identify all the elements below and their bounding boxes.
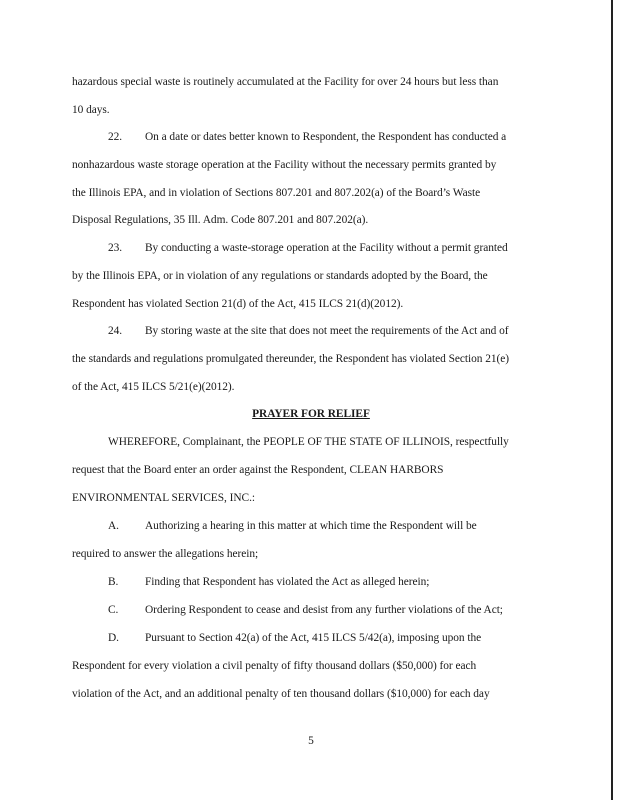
relief-item-line: required to answer the allegations herein; (72, 548, 259, 560)
wherefore-line: request that the Board enter an order against the Respondent, CLEAN HARBORS (72, 464, 444, 476)
paragraph-line: the standards and regulations promulgated thereunder, the Respondent has violated Section 21(e) (72, 353, 510, 365)
relief-item-line: Authorizing a hearing in this matter at which time the Respondent will be (145, 520, 477, 532)
relief-item-letter: C. (108, 604, 119, 616)
intro-line: hazardous special waste is routinely accumulated at the Facility for over 24 hours but less than (72, 76, 499, 88)
paragraph-line: Disposal Regulations, 35 Ill. Adm. Code 807.201 and 807.202(a). (72, 214, 369, 226)
paragraph-number: 24. (108, 325, 123, 337)
relief-item-letter: D. (108, 632, 119, 644)
prayer-for-relief-heading: PRAYER FOR RELIEF (252, 408, 370, 420)
paragraph-line: the Illinois EPA, and in violation of Sections 807.201 and 807.202(a) of the Board’s Waste (72, 187, 481, 199)
paragraph-line: by the Illinois EPA, or in violation of any regulations or standards adopted by the Board, the (72, 270, 488, 282)
paragraph-line: of the Act, 415 ILCS 5/21(e)(2012). (72, 381, 235, 393)
relief-item-letter: A. (108, 520, 119, 532)
paragraph-line: nonhazardous waste storage operation at the Facility without the necessary permits granted by (72, 159, 497, 171)
relief-item-line: Respondent for every violation a civil penalty of fifty thousand dollars ($50,000) for each (72, 660, 477, 672)
page-number: 5 (308, 735, 314, 747)
paragraph-line: On a date or dates better known to Respondent, the Respondent has conducted a (145, 131, 507, 143)
relief-item-letter: B. (108, 576, 119, 588)
paragraph-number: 22. (108, 131, 123, 143)
paragraph-line: By storing waste at the site that does not meet the requirements of the Act and of (145, 325, 509, 337)
wherefore-line: ENVIRONMENTAL SERVICES, INC.: (72, 492, 255, 504)
intro-line: 10 days. (72, 104, 110, 116)
relief-item-line: violation of the Act, and an additional penalty of ten thousand dollars ($10,000) for each day (72, 688, 490, 700)
relief-item-line: Finding that Respondent has violated the Act as alleged herein; (145, 576, 430, 588)
relief-item-line: Ordering Respondent to cease and desist from any further violations of the Act; (145, 604, 503, 616)
paragraph-line: Respondent has violated Section 21(d) of the Act, 415 ILCS 21(d)(2012). (72, 298, 404, 310)
page-edge-border (611, 0, 613, 800)
paragraph-line: By conducting a waste-storage operation at the Facility without a permit granted (145, 242, 508, 254)
wherefore-line: WHEREFORE, Complainant, the PEOPLE OF THE STATE OF ILLINOIS, respectfully (108, 436, 509, 448)
relief-item-line: Pursuant to Section 42(a) of the Act, 415 ILCS 5/42(a), imposing upon the (145, 632, 482, 644)
paragraph-number: 23. (108, 242, 123, 254)
